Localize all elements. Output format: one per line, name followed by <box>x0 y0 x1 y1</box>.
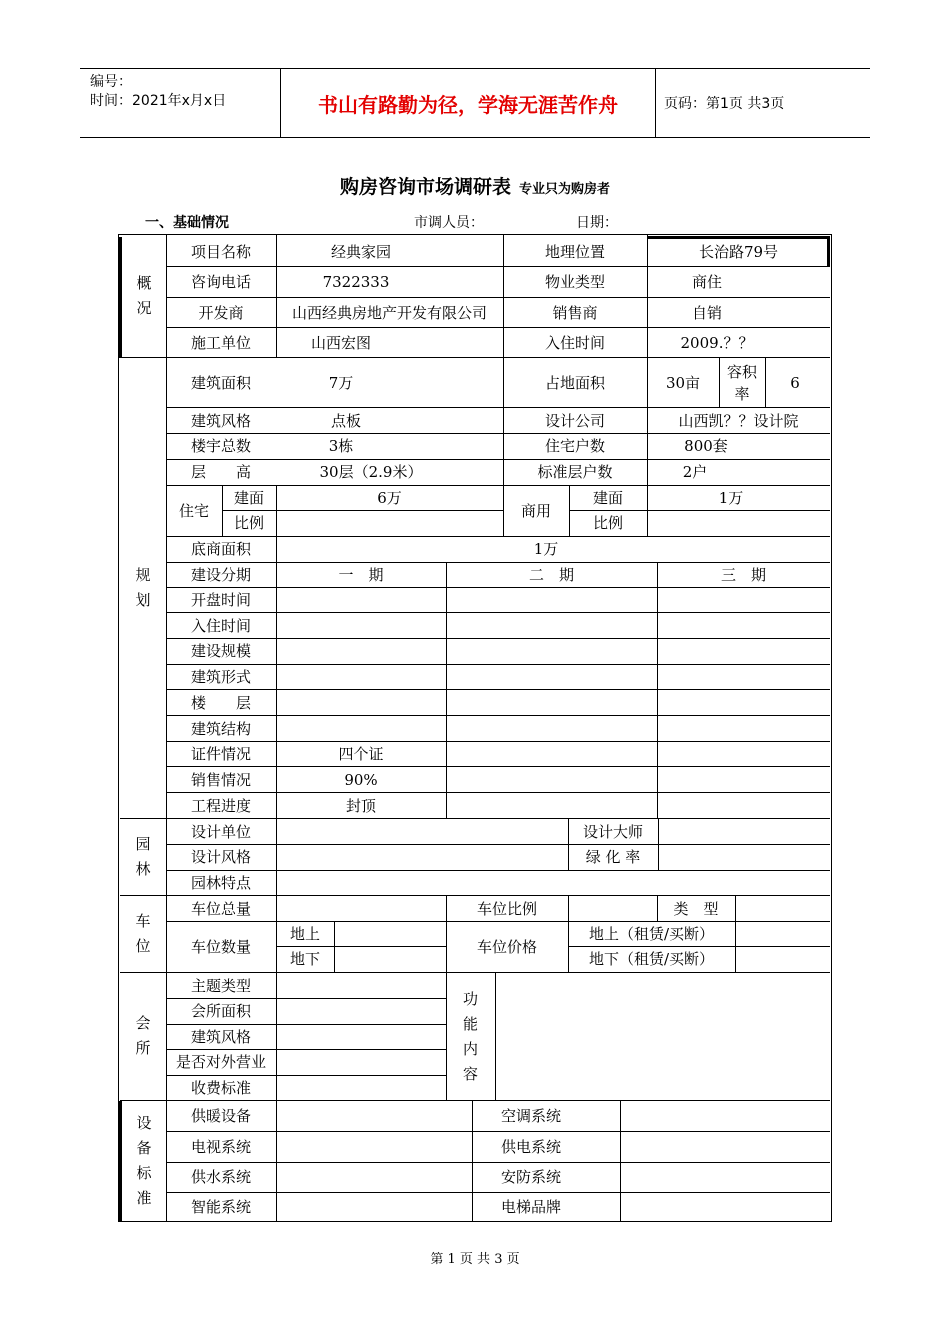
header-meta <box>80 69 280 137</box>
page-footer: 第 1 页 共 3 页 <box>430 1252 520 1267</box>
label-above-price: 地上（租赁/买断） <box>588 924 715 943</box>
label-club-area: 会所面积 <box>190 1002 251 1020</box>
value-buildings: 3栋 <box>328 437 354 455</box>
time-label: 时间：2021年x月x日 <box>90 93 227 109</box>
group-char: 概 <box>136 274 152 292</box>
label-base-commercial: 底商面积 <box>190 540 251 558</box>
label-project-name: 项目名称 <box>190 242 251 261</box>
page-title <box>0 172 950 199</box>
value-design-company: 山西凯？？设计院 <box>678 411 799 430</box>
label-parking-below: 地下 <box>289 950 320 968</box>
label-char: 容积 <box>726 362 757 381</box>
label-design-style: 设计风格 <box>190 848 251 866</box>
grid-line <box>620 1100 621 1222</box>
label-developer: 开发商 <box>198 303 244 322</box>
group-overview <box>122 236 166 356</box>
group-char: 准 <box>136 1189 152 1207</box>
phase-row-value <box>276 587 446 613</box>
label-res-area: 建面 <box>233 488 264 507</box>
phase-2-header: 二 期 <box>528 565 574 584</box>
label-garden-features: 园林特点 <box>190 873 251 892</box>
label-com-ratio: 比例 <box>592 514 623 532</box>
value-style: 点板 <box>330 411 361 430</box>
value-property-type: 商住 <box>691 273 722 291</box>
phase-3-header: 三 期 <box>720 565 766 584</box>
phase-row-label: 建筑结构 <box>190 719 251 738</box>
phase-row-label: 建筑形式 <box>190 668 251 687</box>
phase-row-value: 90% <box>344 770 378 789</box>
label-smart: 智能系统 <box>190 1198 251 1216</box>
group-garden <box>120 818 166 895</box>
label-parking-above: 地上 <box>289 924 320 943</box>
group-char: 备 <box>136 1139 152 1157</box>
phase-row-value: 封顶 <box>345 796 376 815</box>
value-sales-agent: 自销 <box>691 303 722 322</box>
grid-line <box>276 972 277 1100</box>
title-sub: 专业只为购房者 <box>519 182 611 197</box>
number-label: 编号： <box>90 74 132 90</box>
group-char: 车 <box>135 911 151 930</box>
phase-row-value <box>276 664 446 690</box>
group-char: 园 <box>135 834 151 853</box>
label-parking-ratio: 车位比例 <box>476 899 537 918</box>
value-plot-ratio: 6 <box>790 373 800 392</box>
label-move-in: 入住时间 <box>544 334 605 352</box>
label-buildings: 楼宇总数 <box>190 437 251 455</box>
label-households: 住宅户数 <box>544 437 605 455</box>
value-move-in: 2009.？？ <box>680 334 754 352</box>
label-heating: 供暖设备 <box>190 1107 251 1125</box>
label-property-type: 物业类型 <box>544 273 605 291</box>
label-design-unit: 设计单位 <box>190 822 251 841</box>
label-security: 安防系统 <box>500 1168 561 1186</box>
phase-row-label: 楼 层 <box>190 693 251 712</box>
phase-row-label: 入住时间 <box>190 616 251 635</box>
phase-1-header: 一 期 <box>338 565 384 584</box>
value-land-area: 30亩 <box>665 373 701 392</box>
group-char: 林 <box>135 859 151 878</box>
phase-row-value: 四个证 <box>338 745 384 764</box>
label-style: 建筑风格 <box>190 411 251 430</box>
grid-line <box>276 818 277 895</box>
value-developer: 山西经典房地产开发有限公司 <box>291 303 487 322</box>
phase-row-value <box>276 638 446 664</box>
label-club-function <box>446 973 495 1100</box>
group-equipment <box>122 1102 166 1220</box>
label-land-area: 占地面积 <box>544 373 605 392</box>
label-ac: 空调系统 <box>500 1107 561 1125</box>
value-floors: 30层（2.9米） <box>319 463 423 481</box>
value-households: 800套 <box>684 437 728 455</box>
header-slogan: 书山有路勤为径，学海无涯苦作舟 <box>280 69 656 137</box>
label-club-public: 是否对外营业 <box>175 1053 266 1071</box>
label-char: 内 <box>462 1039 478 1058</box>
group-planning <box>120 358 166 818</box>
value-base-commercial: 1万 <box>533 540 559 558</box>
value-std-floor: 2户 <box>682 463 708 481</box>
section-title: 一、基础情况 <box>145 215 229 231</box>
group-char: 标 <box>136 1164 152 1182</box>
group-char: 会 <box>135 1014 151 1032</box>
label-commercial: 商用 <box>520 501 551 520</box>
value-res-area: 6万 <box>377 488 402 507</box>
group-parking <box>120 895 166 972</box>
phase-row-value <box>276 613 446 639</box>
label-char: 率 <box>734 384 750 403</box>
phase-row-value <box>276 690 446 716</box>
label-floors: 层 高 <box>190 463 251 481</box>
label-water: 供水系统 <box>190 1168 251 1186</box>
grid-line <box>446 562 447 818</box>
label-parking-total: 车位总量 <box>190 899 251 918</box>
label-power: 供电系统 <box>500 1137 561 1156</box>
phase-row-label: 销售情况 <box>190 770 251 789</box>
phase-row-label: 建设规模 <box>190 642 251 661</box>
label-design-company: 设计公司 <box>544 411 605 430</box>
value-building-area: 7万 <box>328 373 354 392</box>
label-phases: 建设分期 <box>190 565 251 584</box>
label-parking-price: 车位价格 <box>476 937 537 956</box>
label-designer: 设计大师 <box>582 822 643 841</box>
label-contractor: 施工单位 <box>190 334 251 352</box>
value-phone: 7322333 <box>322 273 390 291</box>
value-project-name: 经典家园 <box>330 242 391 261</box>
label-location: 地理位置 <box>544 242 605 261</box>
document-header <box>80 68 870 138</box>
group-char: 位 <box>135 936 151 955</box>
group-char: 所 <box>135 1039 151 1057</box>
label-parking-count: 车位数量 <box>190 937 251 956</box>
value-location: 长治路79号 <box>698 242 779 261</box>
date-label: 日期： <box>576 215 618 231</box>
label-phone: 咨询电话 <box>190 273 251 291</box>
label-parking-type: 类 型 <box>673 899 719 918</box>
label-club-style: 建筑风格 <box>190 1027 251 1046</box>
label-char: 容 <box>462 1064 478 1083</box>
label-char: 能 <box>462 1014 478 1033</box>
label-res-ratio: 比例 <box>233 514 264 532</box>
phase-row-label: 开盘时间 <box>190 591 251 609</box>
group-char: 划 <box>135 591 151 609</box>
staff-label: 市调人员： <box>414 215 484 231</box>
label-club-fee: 收费标准 <box>190 1078 251 1097</box>
label-building-area: 建筑面积 <box>190 373 251 392</box>
label-club-theme: 主题类型 <box>190 976 251 995</box>
phase-row-label: 证件情况 <box>190 745 251 764</box>
group-char: 规 <box>135 566 151 584</box>
grid-line <box>657 562 658 818</box>
grid-line <box>276 1100 277 1222</box>
header-page: 页码：第1页 共3页 <box>664 96 785 112</box>
grid-line <box>495 972 496 1100</box>
label-sales-agent: 销售商 <box>552 303 598 322</box>
grid-line <box>735 895 736 972</box>
value-com-area: 1万 <box>718 488 744 507</box>
label-plot-ratio <box>719 358 765 407</box>
label-elevator: 电梯品牌 <box>500 1198 561 1216</box>
label-green-rate: 绿 化 率 <box>585 848 641 866</box>
value-contractor: 山西宏图 <box>310 334 371 352</box>
group-char: 况 <box>136 299 152 317</box>
phase-row-label: 工程进度 <box>190 796 251 815</box>
group-clubhouse <box>120 972 166 1100</box>
label-tv: 电视系统 <box>190 1137 251 1156</box>
title-main: 购房咨询市场调研表 <box>339 176 511 198</box>
group-char: 设 <box>136 1114 152 1132</box>
label-std-floor: 标准层户数 <box>537 463 613 481</box>
phase-row-value <box>276 716 446 742</box>
label-com-area: 建面 <box>592 488 623 507</box>
label-residential: 住宅 <box>178 501 209 520</box>
label-char: 功 <box>462 989 478 1008</box>
label-below-price: 地下（租赁/买断） <box>588 950 715 968</box>
